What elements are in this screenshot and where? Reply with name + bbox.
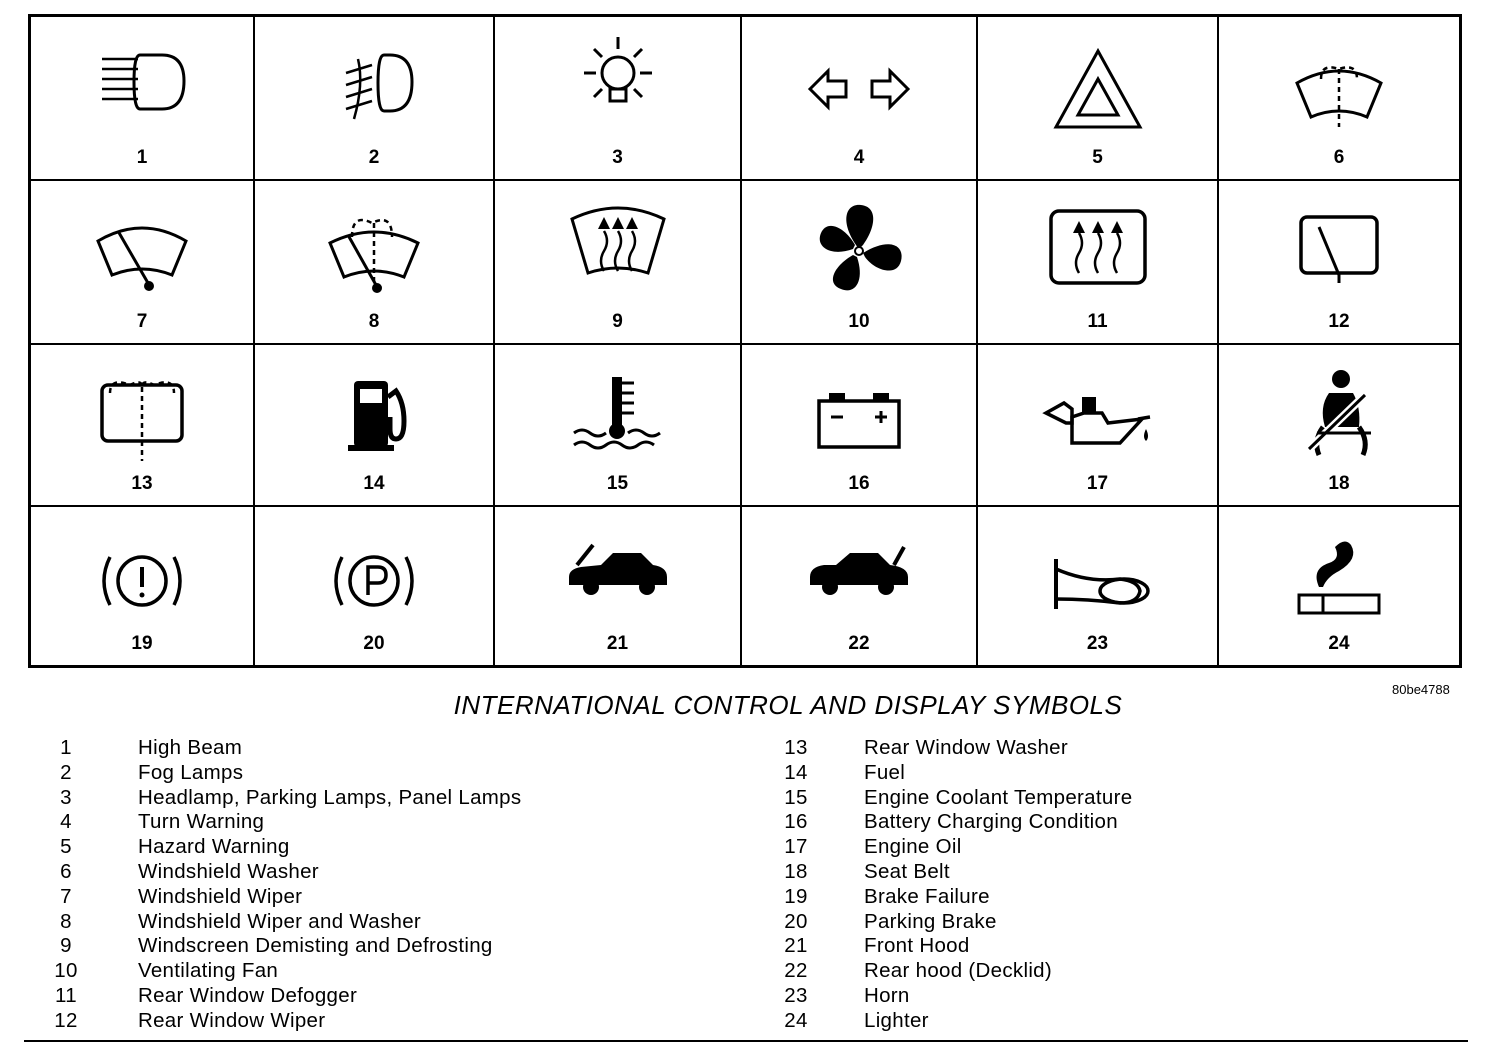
legend-number: 18 — [784, 859, 808, 883]
engine-oil-icon — [1038, 357, 1158, 457]
legend-number: 16 — [784, 810, 808, 834]
symbol-number: 4 — [853, 147, 865, 168]
legend-number: 15 — [784, 785, 808, 809]
rear-defogger-icon — [1043, 193, 1153, 293]
fan-icon — [809, 193, 909, 293]
symbol-number: 13 — [131, 473, 153, 494]
fuel-icon — [324, 357, 424, 457]
lighter-icon — [1289, 519, 1389, 619]
legend-label: Rear hood (Decklid) — [864, 959, 1052, 983]
legend-label: Horn — [864, 983, 910, 1007]
symbol-number: 3 — [612, 147, 623, 168]
legend-number: 11 — [55, 983, 77, 1007]
legend-label: High Beam — [138, 736, 243, 759]
legend-number: 14 — [784, 760, 808, 784]
symbol-number: 1 — [136, 147, 148, 168]
legend-number: 19 — [784, 884, 808, 908]
page-title: INTERNATIONAL CONTROL AND DISPLAY SYMBOLS — [453, 690, 1123, 720]
turn-warning-icon — [804, 29, 914, 129]
symbol-cell — [31, 17, 253, 179]
symbol-number: 17 — [1086, 473, 1109, 494]
legend-number: 4 — [60, 810, 72, 834]
legend-label: Hazard Warning — [138, 835, 290, 859]
symbol-cell — [1219, 345, 1459, 505]
symbol-cell — [1219, 181, 1459, 343]
legend-number: 2 — [60, 760, 72, 784]
wiper-washer-icon — [324, 193, 424, 293]
symbol-cell — [495, 507, 740, 665]
symbol-number: 15 — [606, 473, 629, 494]
symbol-grid — [28, 14, 1462, 668]
legend-label: Fuel — [864, 760, 906, 784]
symbol-cell — [1219, 507, 1459, 665]
legend-label: Engine Coolant Temperature — [864, 785, 1133, 809]
coolant-temperature-icon — [568, 357, 668, 457]
symbol-number: 22 — [848, 633, 870, 654]
legend-number: 9 — [60, 934, 72, 958]
legend-label: Battery Charging Condition — [864, 810, 1118, 834]
symbol-cell — [742, 345, 976, 505]
symbol-number: 10 — [848, 311, 870, 332]
symbol-number: 19 — [131, 633, 153, 654]
legend-number: 3 — [60, 785, 72, 809]
legend-number: 24 — [784, 1008, 808, 1032]
symbol-number: 20 — [363, 633, 385, 654]
windshield-wiper-icon — [92, 193, 192, 293]
legend-number: 5 — [60, 835, 72, 859]
symbol-cell — [255, 181, 493, 343]
legend-label: Front Hood — [864, 934, 970, 958]
symbol-number: 24 — [1328, 633, 1350, 654]
symbol-number: 7 — [136, 311, 148, 332]
symbol-cell — [31, 181, 253, 343]
symbol-number: 21 — [606, 633, 629, 654]
hazard-warning-icon — [1048, 29, 1148, 129]
parking-brake-icon — [324, 519, 424, 619]
symbol-number: 12 — [1328, 311, 1350, 332]
seat-belt-icon — [1289, 357, 1389, 457]
symbol-number: 2 — [368, 147, 380, 168]
windscreen-defrost-icon — [568, 193, 668, 293]
symbol-cell — [255, 345, 493, 505]
legend-number: 12 — [54, 1008, 78, 1032]
symbol-cell — [742, 181, 976, 343]
symbol-cell — [978, 507, 1217, 665]
symbol-cell — [978, 181, 1217, 343]
battery-icon — [809, 357, 909, 457]
legend-label: Brake Failure — [864, 884, 990, 908]
legend-label: Turn Warning — [138, 810, 265, 834]
legend-number: 1 — [60, 736, 72, 759]
legend-number: 21 — [784, 934, 808, 958]
symbol-cell — [255, 17, 493, 179]
symbol-cell — [742, 507, 976, 665]
front-hood-icon — [563, 519, 673, 619]
symbol-number: 14 — [363, 473, 385, 494]
legend-number: 13 — [784, 736, 808, 759]
legend-number: 23 — [784, 983, 808, 1007]
legend-label: Windshield Wiper and Washer — [138, 909, 422, 933]
symbol-cell — [495, 345, 740, 505]
symbol-number: 5 — [1092, 147, 1103, 168]
legend-label: Rear Window Washer — [864, 736, 1069, 759]
symbol-number: 18 — [1328, 473, 1350, 494]
symbol-cell — [31, 345, 253, 505]
legend-number: 22 — [784, 959, 808, 983]
legend-number: 6 — [60, 859, 72, 883]
fog-lamps-icon — [324, 29, 424, 129]
legend-label: Ventilating Fan — [138, 959, 279, 983]
symbol-cell — [31, 507, 253, 665]
bottom-rule — [24, 1040, 1468, 1042]
legend-label: Parking Brake — [864, 909, 997, 933]
legend-number: 8 — [60, 909, 72, 933]
rear-washer-icon — [92, 357, 192, 457]
symbol-cell — [978, 345, 1217, 505]
symbol-cell — [495, 17, 740, 179]
symbol-number: 23 — [1086, 633, 1109, 654]
legend-label: Headlamp, Parking Lamps, Panel Lamps — [138, 785, 522, 809]
symbol-number: 16 — [848, 473, 870, 494]
legend-label: Rear Window Defogger — [138, 983, 358, 1007]
brake-failure-icon — [92, 519, 192, 619]
symbol-number: 9 — [612, 311, 623, 332]
legend-label: Windscreen Demisting and Defrosting — [138, 934, 493, 958]
symbol-number: 8 — [368, 311, 380, 332]
legend-number: 20 — [784, 909, 808, 933]
legend-label: Windshield Washer — [138, 859, 319, 883]
legend-label: Fog Lamps — [138, 760, 244, 784]
legend-label: Engine Oil — [864, 835, 962, 859]
symbol-cell — [978, 17, 1217, 179]
legend-number: 17 — [784, 835, 808, 859]
legend-number: 10 — [54, 959, 78, 983]
symbol-cell — [495, 181, 740, 343]
rear-wiper-icon — [1289, 193, 1389, 293]
symbol-cell — [742, 17, 976, 179]
symbol-cell — [255, 507, 493, 665]
legend-label: Rear Window Wiper — [138, 1008, 326, 1032]
windshield-washer-icon — [1289, 29, 1389, 129]
rear-hood-icon — [804, 519, 914, 619]
legend-label: Seat Belt — [864, 859, 950, 883]
legend-label: Lighter — [864, 1008, 929, 1032]
high-beam-icon — [92, 29, 192, 129]
symbol-number: 6 — [1333, 147, 1345, 168]
lamps-icon — [568, 29, 668, 129]
symbol-cell — [1219, 17, 1459, 179]
image-code: 80be4788 — [1392, 682, 1450, 697]
horn-icon — [1048, 519, 1148, 619]
legend-number: 7 — [60, 884, 72, 908]
symbol-number: 11 — [1087, 311, 1108, 332]
legend-label: Windshield Wiper — [138, 884, 303, 908]
